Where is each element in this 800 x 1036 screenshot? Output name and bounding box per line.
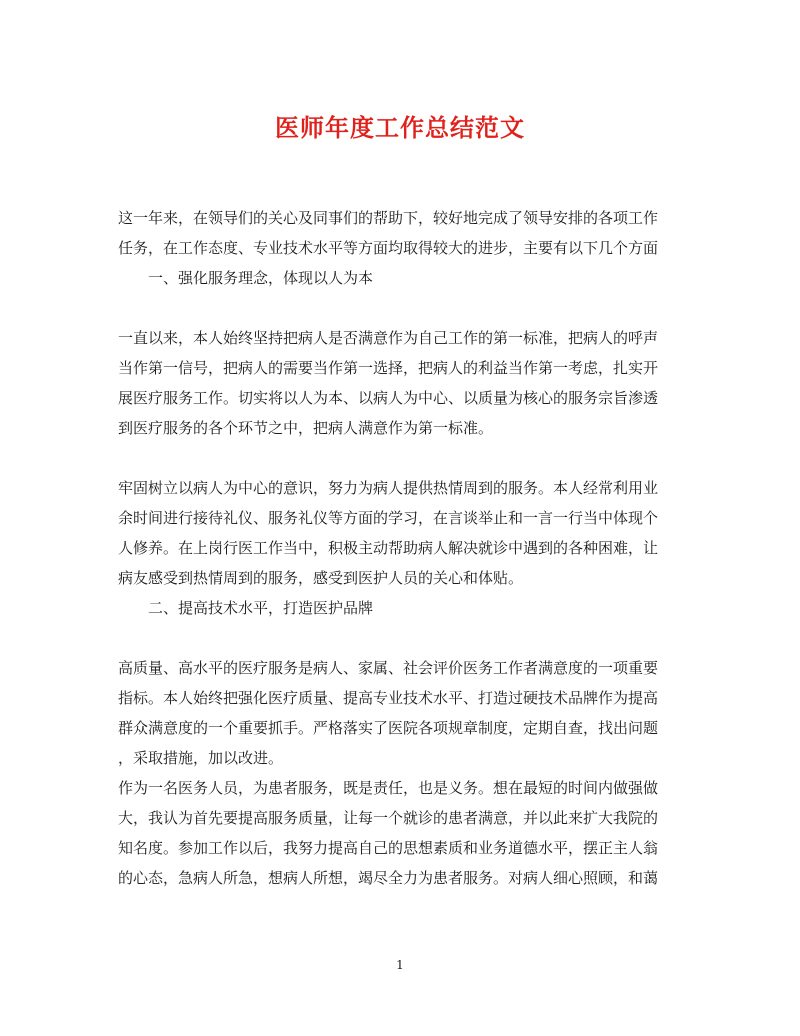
- paragraph-3: [118, 653, 684, 773]
- document-title: 医师年度工作总结范文: [275, 113, 525, 142]
- text-line: 牢固树立以病人为中心的意识，努力为病人提供热情周到的服务。本人经常利用业: [118, 479, 659, 497]
- text-line: 知名度。参加工作以后，我努力提高自己的思想素质和业务道德水平，摆正主人翁: [118, 839, 659, 857]
- text-line: 的心态，急病人所急，想病人所想，竭尽全力为患者服务。对病人细心照顾，和蔼: [118, 869, 659, 887]
- text-line: 指标。本人始终把强化医疗质量、提高专业技术水平、打造过硬技术品牌作为提高: [118, 689, 659, 707]
- text-line: 群众满意度的一个重要抓手。严格落实了医院各项规章制度，定期自查，找出问题: [118, 719, 659, 737]
- paragraph-1: [118, 323, 684, 443]
- text-line: 余时间进行接待礼仪、服务礼仪等方面的学习，在言谈举止和一言一行当中体现个: [118, 509, 659, 527]
- section-heading-1: 一、强化服务理念，体现以人为本: [148, 269, 374, 287]
- text-line: 大，我认为首先要提高服务质量，让每一个就诊的患者满意，并以此来扩大我院的: [118, 809, 659, 827]
- text-line: 病友感受到热情周到的服务，感受到医护人员的关心和体贴。: [118, 569, 524, 587]
- text-line: 人修养。在上岗行医工作当中，积极主动帮助病人解决就诊中遇到的各种困难，让: [118, 539, 659, 557]
- paragraph-gap: [118, 443, 684, 473]
- paragraph-gap: [118, 623, 684, 653]
- text-line: ，采取措施，加以改进。: [118, 749, 284, 767]
- paragraph-4: [118, 773, 684, 893]
- page-number: 1: [396, 958, 404, 972]
- text-line: 任务，在工作态度、专业技术水平等方面均取得较大的进步，主要有以下几个方面: [118, 239, 659, 257]
- intro-paragraph: [118, 203, 684, 263]
- paragraph-2: [118, 473, 684, 593]
- text-line: 当作第一信号，把病人的需要当作第一选择，把病人的利益当作第一考虑，扎实开: [118, 359, 659, 377]
- text-line: 一直以来，本人始终坚持把病人是否满意作为自己工作的第一标准，把病人的呼声: [118, 329, 659, 347]
- document-body: [118, 203, 684, 893]
- text-line: 高质量、高水平的医疗服务是病人、家属、社会评价医务工作者满意度的一项重要: [118, 659, 659, 677]
- text-line: 展医疗服务工作。切实将以人为本、以病人为中心、以质量为核心的服务宗旨渗透: [118, 389, 659, 407]
- text-line: 作为一名医务人员，为患者服务，既是责任，也是义务。想在最短的时间内做强做: [118, 779, 659, 797]
- text-line: 到医疗服务的各个环节之中，把病人满意作为第一标准。: [118, 419, 494, 437]
- section-heading-2: 二、提高技术水平，打造医护品牌: [148, 599, 374, 617]
- paragraph-gap: [118, 293, 684, 323]
- text-line: 这一年来，在领导们的关心及同事们的帮助下，较好地完成了领导安排的各项工作: [118, 209, 659, 227]
